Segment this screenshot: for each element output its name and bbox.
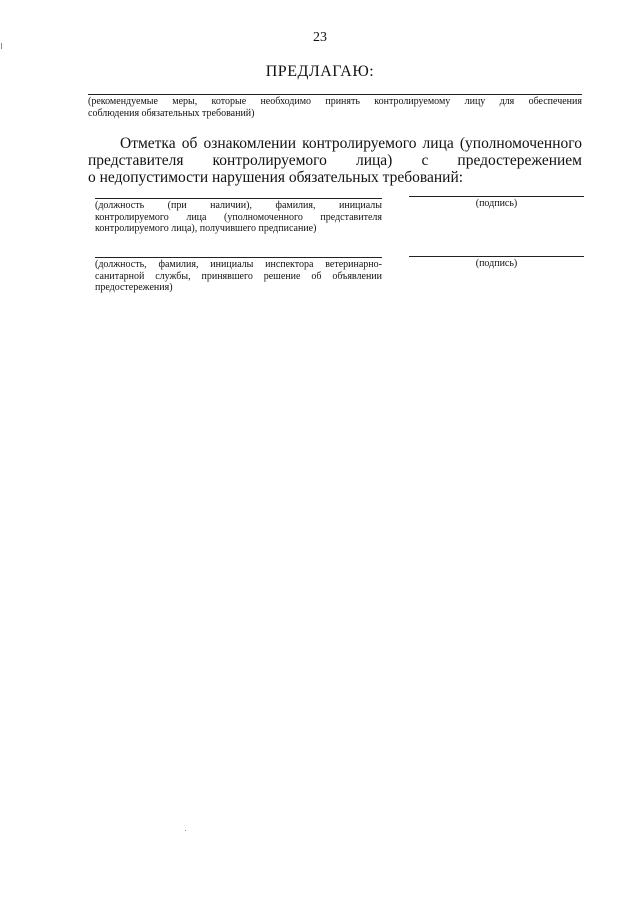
inspector-caption-line1: (должность, фамилия, инициалы инспектора ветеринарно- xyxy=(95,259,382,270)
controlled-person-caption-line2: контролируемого лица (уполномоченного представителя xyxy=(95,211,382,223)
measures-blank-line xyxy=(88,94,582,95)
page-heading: ПРЕДЛАГАЮ: xyxy=(265,63,375,80)
acknowledgment-line2: представителя контролируемого лица) с предостережением xyxy=(88,152,582,169)
page-number: 23 xyxy=(313,30,327,45)
controlled-person-signature-label: (подпись) xyxy=(475,198,518,209)
measures-caption-line1: (рекомендуемые меры, которые необходимо принять контролируемому лицу для обеспечения xyxy=(88,96,582,107)
acknowledgment-paragraph xyxy=(88,135,582,186)
scan-speck xyxy=(185,830,186,831)
measures-caption-line2: соблюдения обязательных требований) xyxy=(88,107,255,119)
controlled-person-caption-line3: контролируемого лица), получившего предписание) xyxy=(95,223,317,234)
inspector-caption xyxy=(95,259,382,294)
controlled-person-caption-line1: (должность (при наличии), фамилия, инициалы xyxy=(95,200,382,211)
acknowledgment-line3: о недопустимости нарушения обязательных требований: xyxy=(88,169,464,186)
inspector-signature-line xyxy=(409,256,584,257)
controlled-person-signature-line xyxy=(409,196,584,197)
acknowledgment-line1: Отметка об ознакомлении контролируемого лица (уполномоченного xyxy=(120,135,582,152)
inspector-caption-line3: предостережения) xyxy=(95,282,173,293)
inspector-signature-label: (подпись) xyxy=(475,258,518,269)
inspector-name-line xyxy=(95,257,382,258)
controlled-person-name-line xyxy=(95,198,382,199)
controlled-person-caption xyxy=(95,200,382,235)
measures-caption xyxy=(88,96,582,119)
scan-speck xyxy=(1,43,2,49)
inspector-caption-line2: санитарной службы, принявшего решение об объявлении xyxy=(95,270,382,282)
